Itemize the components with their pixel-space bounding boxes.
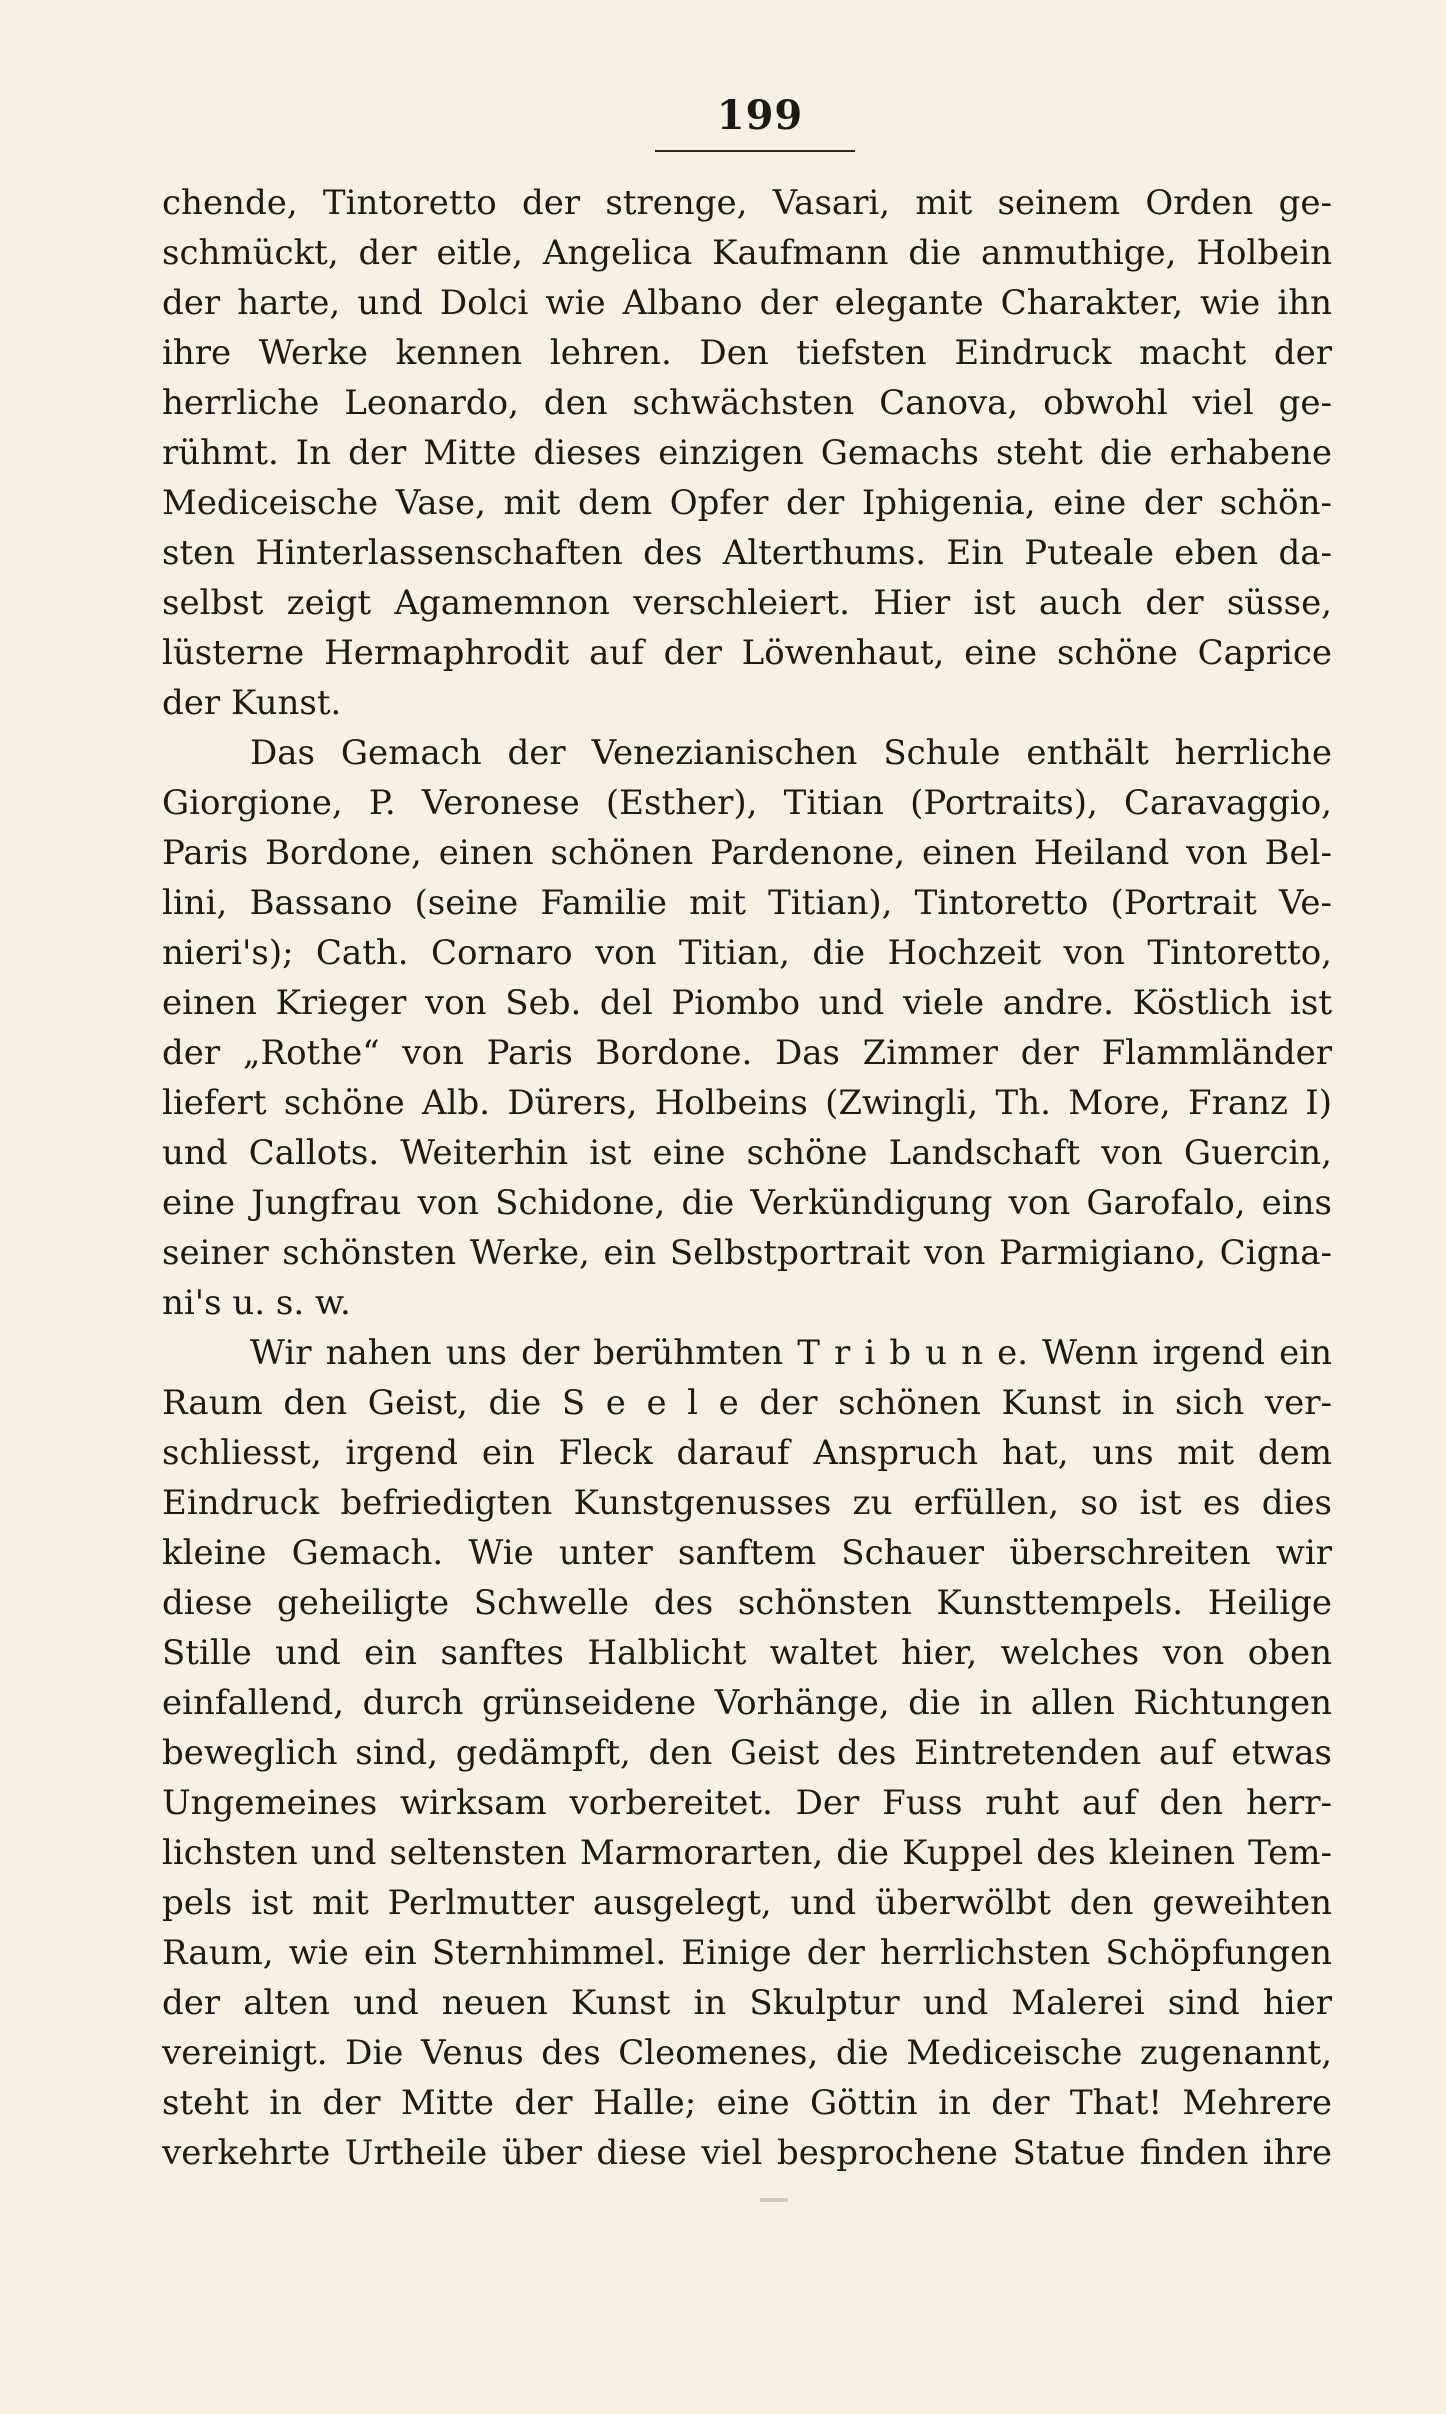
text-line: verkehrte Urtheile über diese viel besprochene Statue finden ihre: [162, 2133, 1332, 2173]
text-line: pels ist mit Perlmutter ausgelegt, und überwölbt den geweihten: [162, 1883, 1332, 1923]
text-line: Eindruck befriedigten Kunstgenusses zu erfüllen, so ist es dies: [162, 1483, 1332, 1523]
text-line: Raum den Geist, die S e e l e der schönen Kunst in sich ver-: [162, 1383, 1332, 1423]
page-number: 199: [716, 92, 804, 139]
text-line: vereinigt. Die Venus des Cleomenes, die Mediceische zugenannt,: [162, 2033, 1332, 2073]
text-line: rühmt. In der Mitte dieses einzigen Gemachs steht die erhabene: [162, 433, 1332, 473]
text-line: einen Krieger von Seb. del Piombo und viele andre. Köstlich ist: [162, 983, 1332, 1023]
text-line: der „Rothe“ von Paris Bordone. Das Zimmer der Flammländer: [162, 1033, 1332, 1073]
text-line: selbst zeigt Agamemnon verschleiert. Hier ist auch der süsse,: [162, 583, 1332, 623]
text-line: schliesst, irgend ein Fleck darauf Anspruch hat, uns mit dem: [162, 1433, 1332, 1473]
print-mark: [760, 2198, 788, 2202]
text-line: sten Hinterlassenschaften des Alterthums. Ein Puteale eben da-: [162, 533, 1332, 573]
text-line: eine Jungfrau von Schidone, die Verkündigung von Garofalo, eins: [162, 1183, 1332, 1223]
text-line: Raum, wie ein Sternhimmel. Einige der herrlichsten Schöpfungen: [162, 1933, 1332, 1973]
page-number-rule: [655, 150, 855, 152]
text-line: der harte, und Dolci wie Albano der elegante Charakter, wie ihn: [162, 283, 1332, 323]
text-line: Mediceische Vase, mit dem Opfer der Iphigenia, eine der schön-: [162, 483, 1332, 523]
text-line: lüsterne Hermaphrodit auf der Löwenhaut, eine schöne Caprice: [162, 633, 1332, 673]
text-line: Wir nahen uns der berühmten T r i b u n e. Wenn irgend ein: [250, 1333, 1332, 1373]
text-line: Stille und ein sanftes Halblicht waltet hier, welches von oben: [162, 1633, 1332, 1673]
text-line: schmückt, der eitle, Angelica Kaufmann die anmuthige, Holbein: [162, 233, 1332, 273]
text-line: herrliche Leonardo, den schwächsten Canova, obwohl viel ge-: [162, 383, 1332, 423]
body-text: [162, 178, 1332, 2178]
text-line: kleine Gemach. Wie unter sanftem Schauer überschreiten wir: [162, 1533, 1332, 1573]
text-line: Giorgione, P. Veronese (Esther), Titian (Portraits), Caravaggio,: [162, 783, 1332, 823]
text-line: der alten und neuen Kunst in Skulptur und Malerei sind hier: [162, 1983, 1332, 2023]
text-line: einfallend, durch grünseidene Vorhänge, die in allen Richtungen: [162, 1683, 1332, 1723]
text-line: und Callots. Weiterhin ist eine schöne Landschaft von Guercin,: [162, 1133, 1332, 1173]
text-line: diese geheiligte Schwelle des schönsten Kunsttempels. Heilige: [162, 1583, 1332, 1623]
text-line: steht in der Mitte der Halle; eine Göttin in der That! Mehrere: [162, 2083, 1332, 2123]
text-line: ni's u. s. w.: [162, 1283, 351, 1323]
text-line: liefert schöne Alb. Dürers, Holbeins (Zwingli, Th. More, Franz I): [162, 1083, 1332, 1123]
text-line: lini, Bassano (seine Familie mit Titian), Tintoretto (Portrait Ve-: [162, 883, 1332, 923]
text-line: Ungemeines wirksam vorbereitet. Der Fuss ruht auf den herr-: [162, 1783, 1332, 1823]
text-line: chende, Tintoretto der strenge, Vasari, mit seinem Orden ge-: [162, 183, 1332, 223]
text-line: lichsten und seltensten Marmorarten, die Kuppel des kleinen Tem-: [162, 1833, 1332, 1873]
text-line: Das Gemach der Venezianischen Schule enthält herrliche: [250, 733, 1332, 773]
text-line: beweglich sind, gedämpft, den Geist des Eintretenden auf etwas: [162, 1733, 1332, 1773]
text-line: ihre Werke kennen lehren. Den tiefsten Eindruck macht der: [162, 333, 1332, 373]
text-line: seiner schönsten Werke, ein Selbstportrait von Parmigiano, Cigna-: [162, 1233, 1332, 1273]
text-line: Paris Bordone, einen schönen Pardenone, einen Heiland von Bel-: [162, 833, 1332, 873]
text-line: der Kunst.: [162, 683, 342, 723]
text-line: nieri's); Cath. Cornaro von Titian, die Hochzeit von Tintoretto,: [162, 933, 1332, 973]
